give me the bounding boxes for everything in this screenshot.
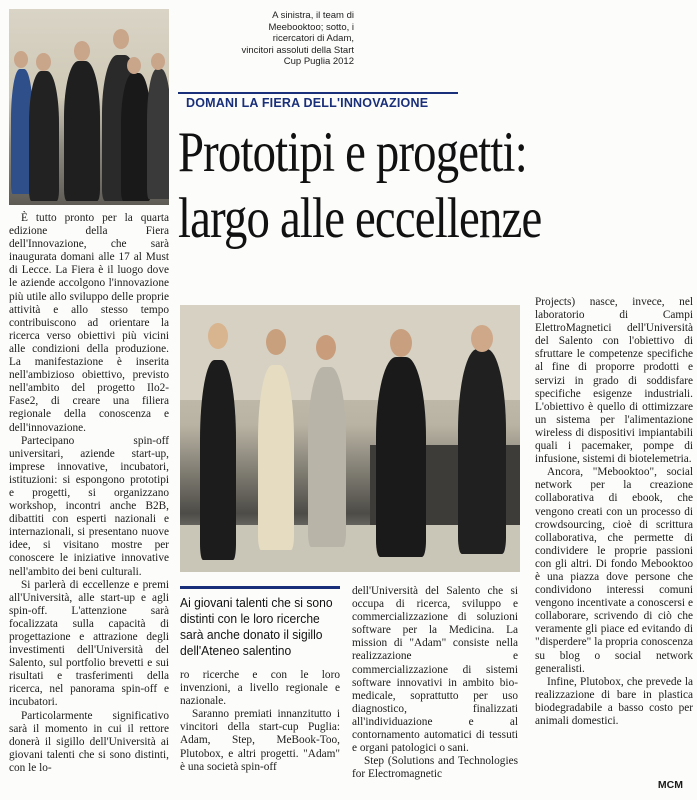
paragraph: Step (Solutions and Technologies for Electromagnetic	[352, 755, 518, 781]
paragraph: Ancora, "Mebooktoo", social network per la creazione collaborativa di ebook, che vengono creati con un processo di crowdsourcing, cioè di scrittura collaborativa, che permette di condividere le proprie passioni con gli altri. Di fondo Mebooktoo è una piazza dove persone che condividono interessi comuni vengono incentivate a conoscersi e collaborare, scrivendo di ciò che veramente gli piace ed evitando di "disperdere" la propria conoscenza su blog o social network generalisti.	[535, 466, 693, 675]
headline-line-2: largo alle eccellenze	[178, 187, 542, 250]
author-signature: MCM	[657, 779, 683, 791]
paragraph: Si parlerà di eccellenze e premi all'Università, alle start-up e agli spin-off. L'attenzione sarà focalizzata sulla capacità di progettazione e attrazione degli investimenti dell'Università del Salento, sul portfolio brevetti e sui risultati e trasferimenti della ricerca, nel panorama spin-off e incubatori.	[9, 578, 169, 709]
headline-line-1: Prototipi e progetti:	[178, 121, 527, 184]
paragraph: Infine, Plutobox, che prevede la realizzazione di bare in plastica biodegradabile a basso costo per animali domestici.	[535, 675, 693, 727]
article-column-1	[9, 212, 169, 775]
kicker: DOMANI LA FIERA DELL'INNOVAZIONE	[186, 96, 429, 110]
paragraph: Partecipano spin-off universitari, aziende start-up, imprese innovative, incubatori, istituzioni: si espongono prototipi e progetti, si organizzano workshop, incontri anche B2B, dibattiti con esperti nazionali e internazionali, si presentano nuove idee, si visitano mostre per conoscere le iniziative innovative nell'ambito dei beni culturali.	[9, 434, 169, 578]
article-column-4	[535, 296, 693, 728]
kicker-rule	[178, 92, 458, 94]
paragraph: ro ricerche e con le loro invenzioni, a livello regionale e nazionale.	[180, 669, 340, 708]
photo-caption: A sinistra, il team di Meebooktoo; sotto, i ricercatori di Adam, vincitori assoluti della Start Cup Puglia 2012	[241, 10, 354, 67]
article-column-3	[352, 585, 518, 781]
pull-quote-text: Ai giovani talenti che si sono distinti con le loro ricerche sarà anche donato il sigillo dell'Ateneo salentino	[180, 595, 333, 658]
paragraph: Projects) nasce, invece, nel laboratorio di Campi ElettroMagnetici dell'Università del Salento con l'obiettivo di sfruttare le competenze specifiche al fine di proporre prodotti e servizi in grado di soddisfare specifiche esigenze industriali. L'obiettivo è quello di ottimizzare un sistema per l'alimentazione wireless di dispositivi impiantabili quali i pacemaker, pompe di infusione, sistemi di biotelemetria.	[535, 296, 693, 466]
award-photo	[180, 305, 520, 572]
team-photo	[9, 9, 169, 205]
article-column-2	[180, 669, 340, 774]
paragraph: dell'Università del Salento che si occupa di ricerca, sviluppo e commercializzazione di soluzioni software per la Medicina. La mission di "Adam" consiste nella realizzazione e commercializzazione di sistemi software innovativi in ambito bio-medicale, soprattutto per uso diagnostico, finalizzati all'individuazione e al contornamento automatici di tessuti e organi patologici o sani.	[352, 585, 518, 755]
paragraph: È tutto pronto per la quarta edizione della Fiera dell'Innovazione, che sarà inaugurata domani alle 17 al Must di Lecce. La Fiera è il luogo dove le aziende accolgono l'innovazione più utile allo sviluppo delle proprie attività e allo stesso tempo contribuiscono ad orientare la ricerca verso obiettivi più vicini alle condizioni della produzione. La manifestazione è inserita nell'ambizioso obiettivo, previsto nell'ambito del progetto Ilo2-Fase2, di creare una filiera regionale della conoscenza e dell'innovazione.	[9, 212, 169, 434]
headline	[178, 120, 600, 252]
pull-quote	[180, 586, 340, 663]
paragraph: Particolarmente significativo sarà il momento in cui il rettore donerà il sigillo dell'Università ai giovani talenti che si sono distinti, con le lo-	[9, 709, 169, 774]
paragraph: Saranno premiati innanzitutto i vincitori della start-cup Puglia: Adam, Step, MeBook-Too, Plutobox, e altri progetti. "Adam" è una società spin-off	[180, 708, 340, 773]
